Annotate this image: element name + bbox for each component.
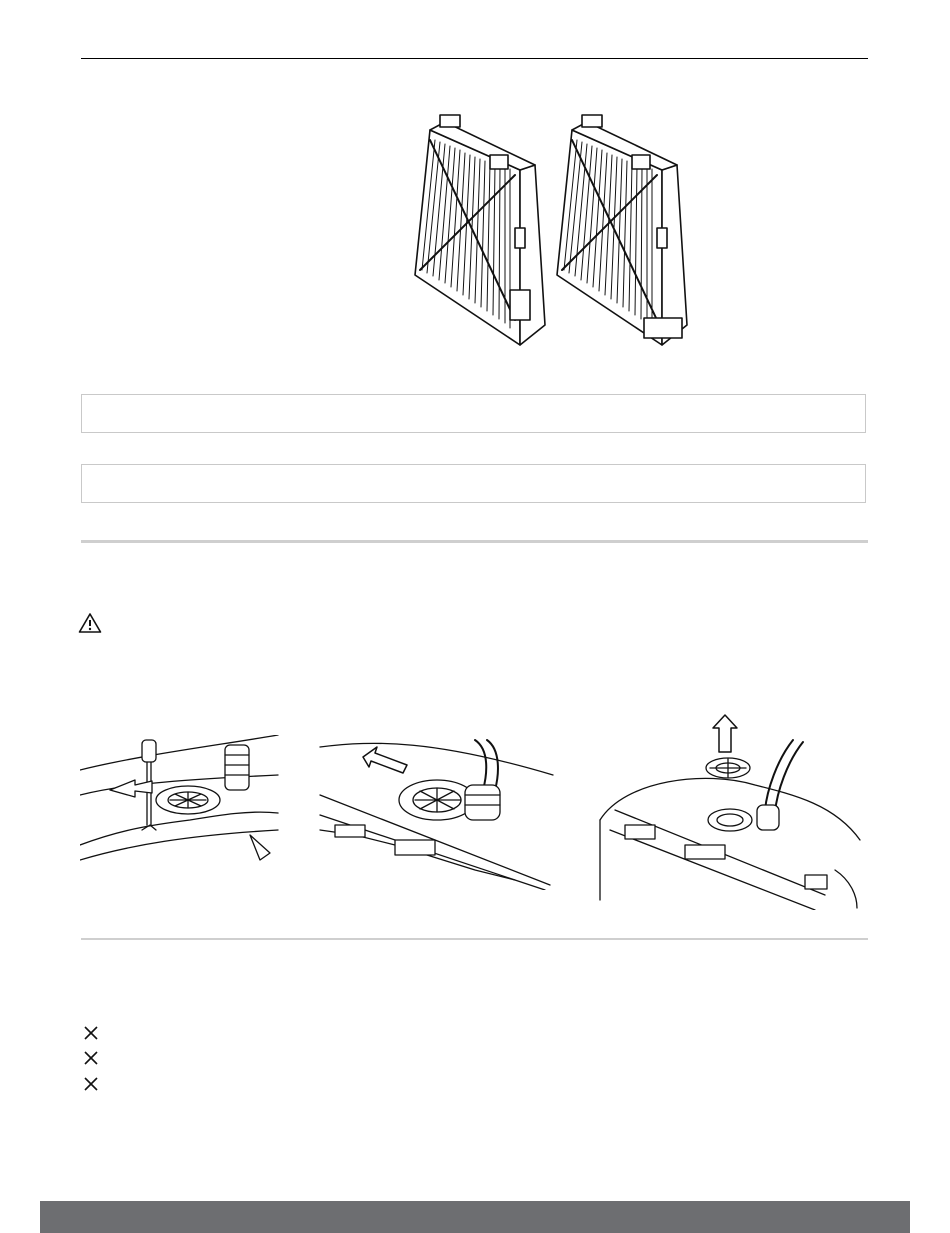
filter-cartridge-right [557, 115, 687, 345]
x-mark-icon [82, 1049, 100, 1067]
section-divider-1 [81, 540, 868, 543]
step-illustration-unscrew [80, 735, 280, 880]
note-box-2 [81, 464, 866, 503]
warning-triangle-icon [78, 612, 102, 634]
x-mark-icon [82, 1075, 100, 1093]
step-illustration-slide [315, 735, 555, 890]
step-illustration-lift [595, 710, 865, 910]
footer-bar [40, 1201, 910, 1233]
header-rule [81, 58, 868, 59]
x-mark-icon [82, 1024, 100, 1042]
filter-cartridges-illustration [410, 110, 710, 360]
note-box-1 [81, 394, 866, 433]
filter-cartridge-left [415, 115, 545, 345]
section-divider-2 [81, 938, 868, 940]
